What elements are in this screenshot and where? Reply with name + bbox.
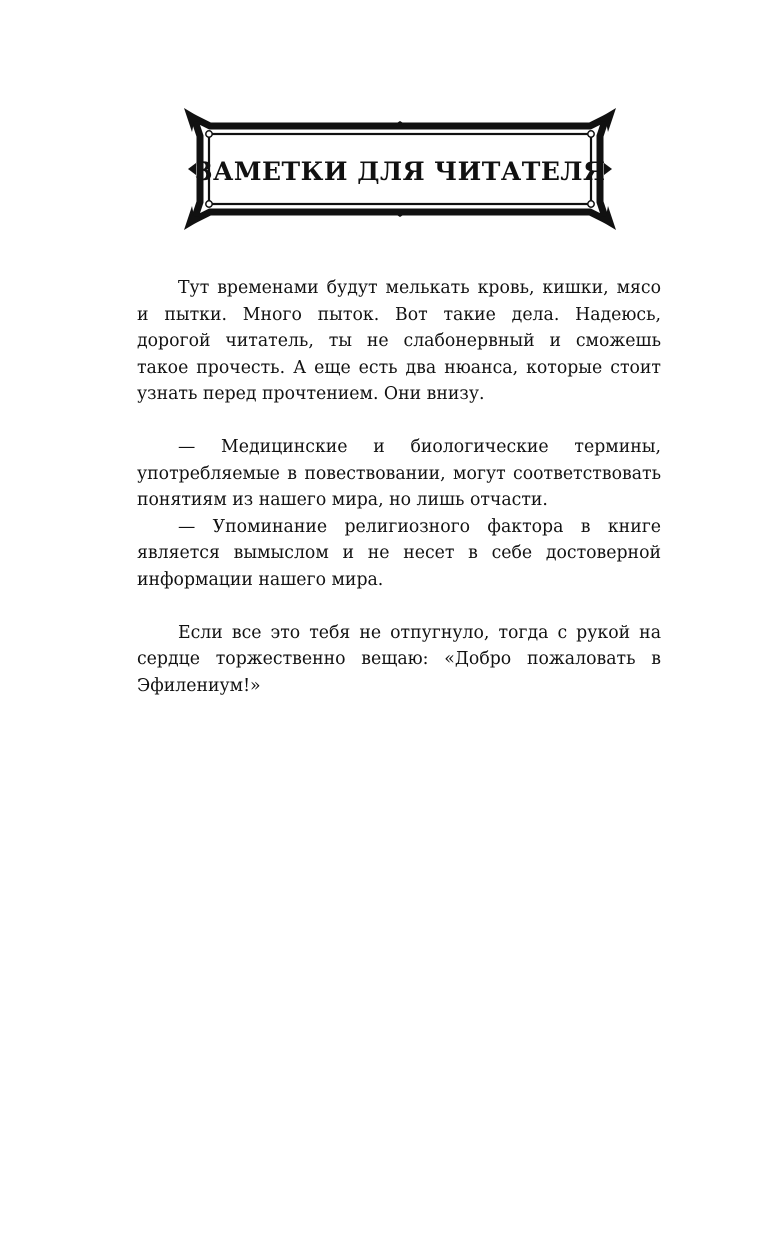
body-text <box>137 275 661 699</box>
title-frame <box>180 106 620 232</box>
page-title: ЗАМЕТКИ ДЛЯ ЧИТАТЕЛЯ <box>194 156 606 186</box>
paragraph-welcome: Если все это тебя не отпугнуло, тогда с рукой на сердце торжественно вещаю: «Добро пожаловать в Эфилениум!» <box>137 622 661 696</box>
paragraph-note-medical: — Медицинские и биологические термины, употребляемые в повествовании, могут соответствовать понятиям из нашего мира, но лишь отчасти. <box>137 437 661 510</box>
paragraph-note-religion: — Упоминание религиозного фактора в книге является вымыслом и не несет в себе достоверной информации нашего мира. <box>137 516 661 590</box>
paragraph-intro: Тут временами будут мелькать кровь, кишки, мясо и пытки. Много пыток. Вот такие дела. Надеюсь, дорогой читатель, ты не слабонервный и сможешь такое прочесть. А еще есть два нюанса, которые стоит узнать перед прочтением. Они внизу. <box>137 278 661 404</box>
